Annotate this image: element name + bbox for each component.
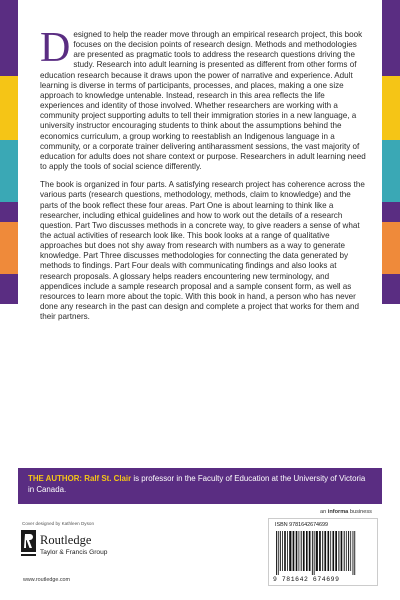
barcode-bar xyxy=(335,531,337,571)
author-label: THE AUTHOR: xyxy=(28,474,83,483)
author-name: Ralf St. Clair xyxy=(84,474,132,483)
routledge-logo-icon xyxy=(21,530,36,570)
barcode-bar xyxy=(289,531,291,571)
barcode-bar xyxy=(346,531,347,571)
barcode-bar xyxy=(296,531,298,571)
barcode-bar xyxy=(328,531,330,571)
barcode-bar xyxy=(330,531,331,571)
description-card xyxy=(18,0,382,465)
drop-cap: D xyxy=(40,25,71,71)
description-paragraph-1 xyxy=(40,25,368,172)
barcode-box xyxy=(268,518,378,586)
barcode-bar xyxy=(333,531,335,571)
barcode-bar xyxy=(350,531,351,571)
barcode-bar xyxy=(344,531,345,571)
business-suffix: business xyxy=(348,509,372,515)
barcode-bar xyxy=(303,531,305,571)
barcode-bar xyxy=(276,531,277,575)
publisher-name: Routledge xyxy=(40,533,92,547)
barcode-bar xyxy=(287,531,288,571)
barcode-digits: 9 781642 674699 xyxy=(273,576,340,583)
informa-brand: informa xyxy=(327,509,349,515)
barcode-bar xyxy=(293,531,295,571)
author-bar xyxy=(18,468,382,504)
barcode-bar xyxy=(319,531,321,571)
paragraph-1-text: esigned to help the reader move through an empirical research project, this book focuses on the decision points of research design. Methods and methodologies are presented as pragmatic tools to address the research questions driving the study. Research into adult learning is presented as different from other forms of education research because it draws upon the power of narrative and experience. Adult learning is diverse in terms of participants, processes, and places, making a one size approach to knowledge untenable. Instead, research in this area reflects the life experiences and identity of those involved. Whether researchers are working with a community project supporting adults to tell their immigration stories in a new language, a university instructor encouraging students to think about the assumptions behind the economics curriculum, a group working to reestablish an Indigenous language in a community, or a corporate trainer delivering antiharassment sessions, the vast majority of education for adults does not share context or purpose. Researchers in adult learning need to apply the tools of social science differently. xyxy=(40,30,366,172)
barcode-bar xyxy=(278,531,279,575)
barcode-icon xyxy=(275,531,373,575)
barcode-bar xyxy=(284,531,286,571)
barcode-bar xyxy=(353,531,354,575)
barcode-bar xyxy=(312,531,313,575)
barcode-bar xyxy=(316,531,318,571)
barcode-bar xyxy=(348,531,349,571)
barcode-bar xyxy=(280,531,281,571)
business-prefix: an xyxy=(320,509,328,515)
barcode-bar xyxy=(309,531,311,571)
barcode-bar xyxy=(324,531,326,571)
barcode-bar xyxy=(282,531,283,571)
barcode-bar xyxy=(301,531,302,571)
informa-business-tag xyxy=(320,509,372,515)
isbn-label: ISBN 9781642674699 xyxy=(275,522,329,528)
publisher-group: Taylor & Francis Group xyxy=(40,549,108,556)
description-paragraph-2: The book is organized in four parts. A satisfying research project has coherence across the various parts (research questions, methodology, methods, claim to knowledge) and the parts of the book reflect these four areas. Part One is about learning to think like a researcher, including ethical guidelines and how to work out the details of a research question. Part Two discusses methods in a concrete way, to give readers a sense of what the actual activities of research look like. This book looks at a range of qualitative approaches but does not shy away from research with numbers as a way to generate knowledge. Part Three discusses methodologies for connecting the data generated by methods to findings. Part Four deals with communicating findings and also looks at research proposals. A glossary helps readers encountering new terminology, and appendices include a sample research proposal and a sample consent form, as well as resources to learn more about the topic. With this book in hand, a person who has never done any research in the past can design and complete a project that works for them and their partners. xyxy=(40,180,365,322)
barcode-bar xyxy=(338,531,339,571)
barcode-bar xyxy=(354,531,355,575)
barcode-bar xyxy=(341,531,343,571)
barcode-bar xyxy=(299,531,300,571)
author-bio: is professor in the Faculty of Education at the University of Victoria in Canada. xyxy=(28,474,366,494)
cover-credit: Cover designed by Kathleen Dyson xyxy=(22,521,95,526)
barcode-bar xyxy=(306,531,308,571)
barcode-bar xyxy=(314,531,315,575)
barcode-bar xyxy=(322,531,323,571)
publisher-website: www.routledge.com xyxy=(23,577,71,583)
